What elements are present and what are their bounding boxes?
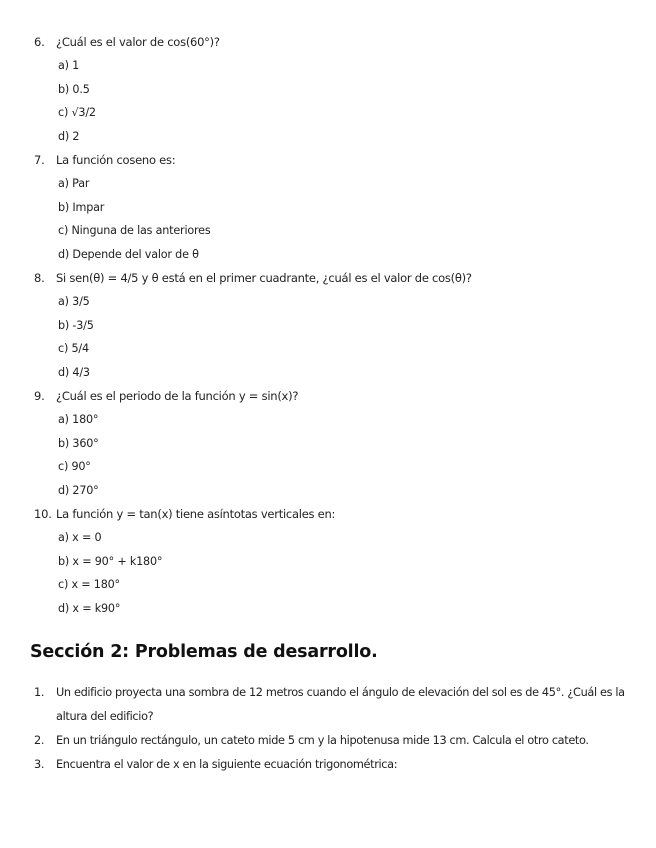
question-stem (0, 266, 656, 290)
problem-list (0, 681, 656, 777)
question-text: ¿Cuál es el valor de cos(60°)? (56, 35, 220, 49)
option-d: d) x = k90° (58, 601, 121, 615)
option-c: c) 90° (58, 460, 91, 474)
problem-number: 3. (34, 758, 45, 771)
question-text: La función coseno es: (56, 153, 176, 167)
problem-text: Un edificio proyecta una sombra de 12 metros cuando el ángulo de elevación del sol es de 45°. ¿Cuál es la altura del edificio? (56, 686, 625, 723)
question-number: 7. (34, 153, 45, 167)
option-c: c) 5/4 (58, 342, 89, 356)
option-d: d) Depende del valor de θ (58, 247, 199, 261)
question-text: La función y = tan(x) tiene asíntotas verticales en: (56, 507, 336, 521)
option-c: c) √3/2 (58, 106, 96, 120)
option-c: c) Ninguna de las anteriores (58, 224, 211, 238)
problem-1 (0, 681, 656, 729)
question-number: 8. (34, 271, 45, 285)
option-a: a) x = 0 (58, 531, 102, 544)
option-b: b) 0.5 (58, 82, 90, 96)
question-number: 6. (34, 35, 45, 49)
option-d: d) 2 (58, 129, 80, 143)
option-b: b) 360° (58, 436, 99, 450)
question-stem (0, 30, 656, 54)
question-8 (0, 266, 656, 384)
question-stem (0, 148, 656, 172)
question-stem (0, 384, 656, 408)
option-a: a) 1 (58, 59, 80, 72)
question-9 (0, 384, 656, 502)
question-6 (0, 30, 656, 148)
option-b: b) -3/5 (58, 318, 94, 332)
problem-text: En un triángulo rectángulo, un cateto mide 5 cm y la hipotenusa mide 13 cm. Calcula el otro cateto. (56, 734, 589, 747)
option-b: b) Impar (58, 200, 105, 214)
question-10 (0, 502, 656, 620)
problem-3 (0, 753, 656, 777)
question-text: Si sen(θ) = 4/5 y θ está en el primer cuadrante, ¿cuál es el valor de cos(θ)? (56, 271, 472, 285)
question-7 (0, 148, 656, 266)
section-2-heading: Sección 2: Problemas de desarrollo. (30, 642, 378, 662)
problem-number: 2. (34, 734, 45, 747)
question-text: ¿Cuál es el periodo de la función y = sin(x)? (56, 389, 299, 403)
option-a: a) 3/5 (58, 295, 90, 308)
question-stem (0, 502, 656, 526)
question-number: 10. (34, 507, 52, 521)
option-d: d) 270° (58, 483, 99, 497)
option-a: a) Par (58, 177, 90, 190)
problem-text: Encuentra el valor de x en la siguiente ecuación trigonométrica: (56, 758, 398, 771)
option-d: d) 4/3 (58, 365, 90, 379)
option-b: b) x = 90° + k180° (58, 554, 163, 568)
option-a: a) 180° (58, 413, 99, 426)
problem-number: 1. (34, 686, 45, 699)
option-c: c) x = 180° (58, 578, 120, 592)
question-number: 9. (34, 389, 45, 403)
problem-2 (0, 729, 656, 753)
